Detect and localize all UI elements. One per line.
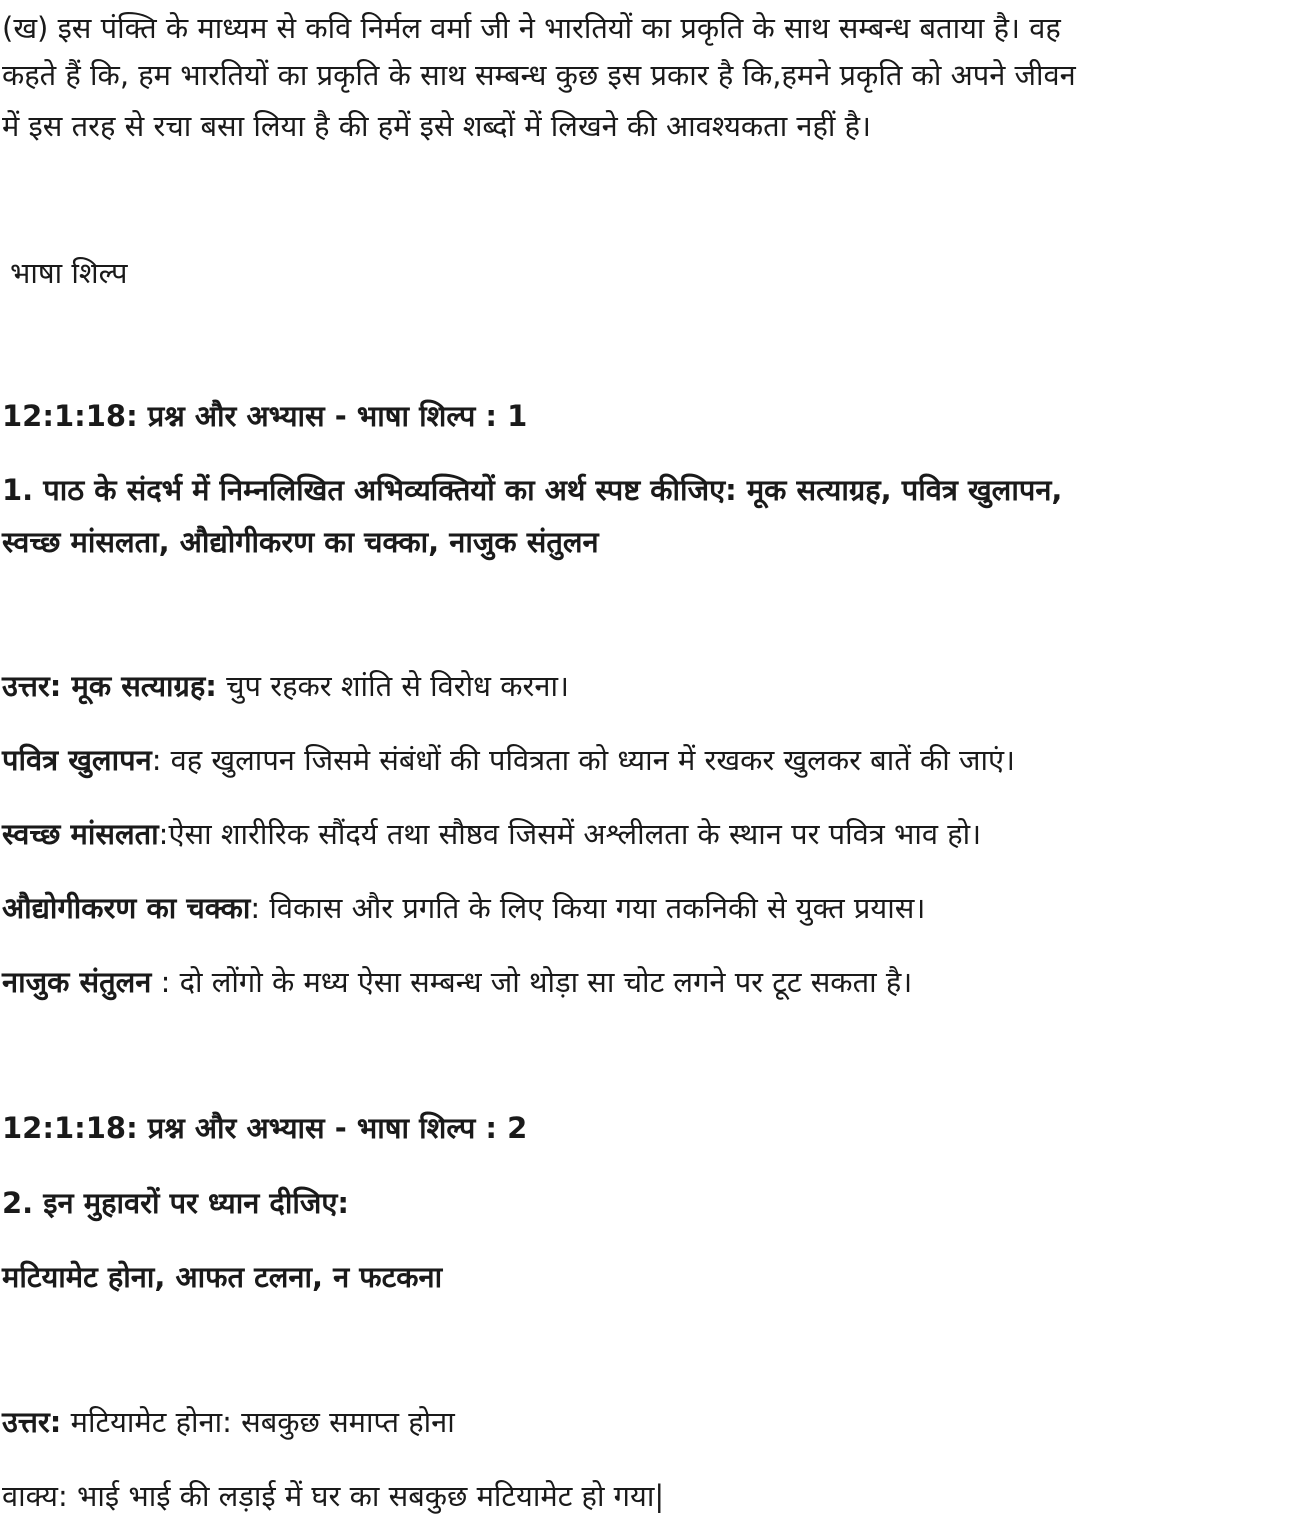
intro-line-3: में इस तरह से रचा बसा लिया है की हमें इसे शब्दों में लिखने की आवश्यकता नहीं है। xyxy=(2,109,872,143)
answer-term: उत्तर: मूक सत्याग्रह: xyxy=(2,669,217,703)
question-1-heading: 12:1:18: प्रश्न और अभ्यास - भाषा शिल्प : 1 xyxy=(2,399,528,433)
question-2-answer-row xyxy=(2,1402,455,1442)
question-2-text: 2. इन मुहावरों पर ध्यान दीजिए: xyxy=(2,1186,349,1220)
question-1-text-line-1: 1. पाठ के संदर्भ में निम्नलिखित अभिव्यक्तियों का अर्थ स्पष्ट कीजिए: मूक सत्याग्रह, पवित्र खुलापन, xyxy=(2,473,1063,507)
answer-text: : दो लोंगो के मध्य ऐसा सम्बन्ध जो थोड़ा सा चोट लगने पर टूट सकता है। xyxy=(151,965,913,999)
question-2-example-row xyxy=(2,1476,664,1516)
answer-text: : वह खुलापन जिसमे संबंधों की पवित्रता को ध्यान में रखकर खुलकर बातें की जाएं। xyxy=(151,743,1016,777)
answer-term: औद्योगीकरण का चक्का xyxy=(2,891,251,925)
answer-text: : विकास और प्रगति के लिए किया गया तकनिकी से युक्त प्रयास। xyxy=(250,891,926,925)
question-1-text-line-2: स्वच्छ मांसलता, औद्योगीकरण का चक्का, नाजुक संतुलन xyxy=(2,525,599,559)
answer-2-row xyxy=(2,740,1015,780)
intro-line-1: (ख) इस पंक्ति के माध्यम से कवि निर्मल वर्मा जी ने भारतियों का प्रकृति के साथ सम्बन्ध बताया है। वह xyxy=(2,11,1061,45)
answer-term: पवित्र खुलापन xyxy=(2,743,152,777)
section-heading: भाषा शिल्प xyxy=(10,256,128,290)
answer-3-row xyxy=(2,814,981,854)
intro-line-2: कहते हैं कि, हम भारतियों का प्रकृति के साथ सम्बन्ध कुछ इस प्रकार है कि,हमने प्रकृति को अपने जीवन xyxy=(2,58,1076,92)
answer-1-row xyxy=(2,666,569,706)
question-2-heading: 12:1:18: प्रश्न और अभ्यास - भाषा शिल्प : 2 xyxy=(2,1111,528,1145)
answer-text: मटियामेट होना: सबकुछ समाप्त होना xyxy=(61,1405,455,1439)
answer-5-row xyxy=(2,962,912,1002)
answer-term: नाजुक संतुलन xyxy=(2,965,152,999)
answer-term: उत्तर: xyxy=(2,1405,62,1439)
question-2-idioms: मटियामेट होना, आफत टलना, न फटकना xyxy=(2,1260,443,1294)
answer-text: चुप रहकर शांति से विरोध करना। xyxy=(216,669,569,703)
answer-4-row xyxy=(2,888,925,928)
answer-text: :ऐसा शारीरिक सौंदर्य तथा सौष्ठव जिसमें अश्लीलता के स्थान पर पवित्र भाव हो। xyxy=(158,817,982,851)
answer-term: स्वच्छ मांसलता xyxy=(2,817,159,851)
answer-text: वाक्य: भाई भाई की लड़ाई में घर का सबकुछ मटियामेट हो गया| xyxy=(2,1479,665,1513)
